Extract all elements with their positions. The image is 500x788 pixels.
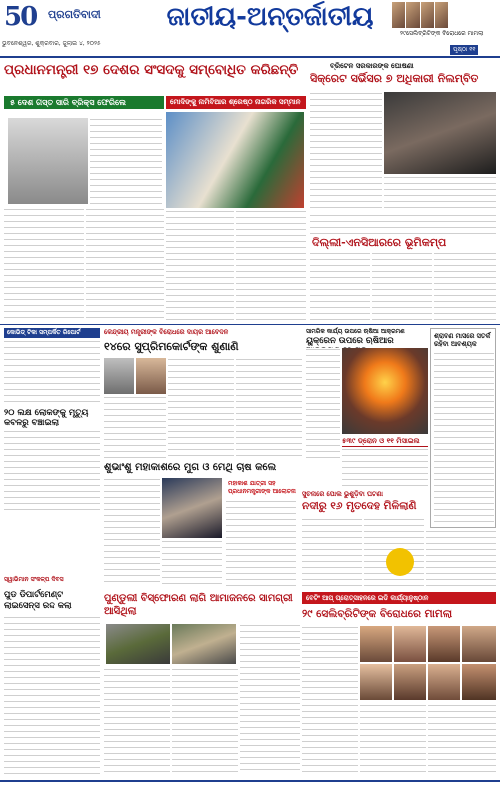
promo-thumbnails — [392, 2, 448, 28]
bottom-body-col1 — [104, 668, 170, 774]
celeb-banner: ବେଟିଂ ଆପ୍ ପ୍ରୋତ୍ସାହନରେ ଇଡି କାର୍ଯ୍ୟାନୁଷ୍ଠାନ — [302, 592, 496, 604]
celeb-headline: ୨୯ ସେଲିବ୍ରିଟିଙ୍କ ବିରୋଧରେ ମାମଲା — [302, 608, 453, 620]
quake-body-col2 — [372, 252, 432, 320]
mid-body-col1 — [104, 478, 160, 586]
celeb-body-col1 — [302, 626, 358, 774]
minister-photo — [136, 358, 166, 394]
mid-body-col3 — [162, 540, 222, 586]
quake-body-col1 — [310, 252, 370, 320]
astronaut-photo — [162, 478, 222, 538]
blast-site-photo — [172, 624, 236, 664]
mid-right-body-col1 — [302, 518, 362, 588]
celeb-photo-3 — [428, 626, 460, 662]
sc-body-col1 — [168, 358, 234, 458]
paper-name: ପ୍ରଗତିବାଦୀ — [48, 8, 101, 21]
right-body-col3 — [310, 214, 496, 234]
right-col-headline: ଶ୍ରାବଣ ମାସରେ ସତର୍କ ରହିବା ଆବଶ୍ୟକ — [434, 332, 491, 348]
amazon-package-photo — [106, 624, 170, 664]
fire-banner: ୫୩୯ ଡ୍ରୋନ ଓ ୧୧ ମିସାଇଲ — [342, 436, 428, 447]
section-title: ଜାତୀୟ-ଅନ୍ତର୍ଜାତୀୟ — [166, 2, 374, 32]
sc-kicker: କେନ୍ଦ୍ରୀୟ ମନ୍ତ୍ରୀଙ୍କ ବିରୋଧରେ ଦାୟର ଆବେଦନ — [104, 328, 229, 336]
right-body-col1 — [310, 92, 382, 212]
logo — [4, 2, 46, 38]
celeb-photo-6 — [394, 664, 426, 700]
promo-thumb — [421, 2, 434, 28]
fire-photo — [342, 348, 428, 434]
celeb-photo-8 — [462, 664, 496, 700]
mid-headline: ଶୁଭାଂଶୁ ମହାକାଶରେ ମୁଗ ଓ ମେଥି ଚାଷ କଲେ — [104, 462, 277, 473]
lead-body-col4 — [166, 210, 234, 320]
section-rule — [0, 324, 500, 325]
celeb-photo-4 — [462, 626, 496, 662]
celeb-photo-1 — [360, 626, 392, 662]
fire-headline: ୟୁକ୍ରେନ ଉପରେ ଋଷିଆର — [306, 336, 394, 346]
dateline: ଭୁବନେଶ୍ୱର, ଶୁକ୍ରବାର, ଜୁଲାଇ ୪, ୨୦୨୫ — [2, 40, 101, 47]
supreme-court-photo — [104, 358, 134, 394]
lead-body-col5 — [236, 210, 306, 320]
lead-body-col2 — [4, 208, 84, 320]
mid-kicker: ସୁଚନାରେ ପୋଲ ଭୁଶୁଡ଼ିବା ଘଟଣା — [302, 490, 383, 498]
left-small-kicker: କୋଭିଡ୍ ଟିକା ସମ୍ପର୍କିତ ରିପୋର୍ଟ — [4, 328, 100, 338]
right-col-body — [434, 352, 494, 522]
sc-body-col2 — [104, 396, 166, 458]
celeb-photo-2 — [394, 626, 426, 662]
left-bottom-headline: ପୁଡ ଡିପାର୍ଟମେଣ୍ଟ ଲାଇସେନ୍ସ ରଦ୍ଦ କଲା — [4, 590, 72, 611]
left-bottom-body — [4, 616, 100, 774]
lead-body-col1 — [90, 118, 162, 204]
mid-body-col2 — [226, 500, 296, 586]
celeb-photo-5 — [360, 664, 392, 700]
celeb-photo-7 — [428, 664, 460, 700]
promo-thumb — [435, 2, 448, 28]
mid-right-body-col3 — [426, 530, 496, 588]
bottom-headline: ପୁଣ୍ଡୁଲୀ ବିସ୍ଫୋରଣ ଲାଗି ଆମାଜନରେ ସାମଗ୍ରୀ ଆସିଥିଲା — [104, 593, 293, 617]
quake-body-col3 — [434, 252, 496, 320]
mid-sub-kicker: ମହାକାଶ ଯାତ୍ରୀ ସହ ପ୍ରଧାନମନ୍ତ୍ରୀଙ୍କ ଆଲୋଚନା — [228, 480, 296, 495]
modi-portrait-photo — [8, 118, 88, 204]
celeb-body-col2 — [360, 704, 426, 774]
celeb-body-col3 — [428, 704, 496, 774]
right-headline: ସିକ୍ରେଟ ସର୍ଭିସର ୭ ଅଧିକାରୀ ନିଲମ୍ବିତ — [310, 72, 479, 85]
right-second-headline: ଦିଲ୍ଲୀ-ଏନସିଆରରେ ଭୂମିକମ୍ପ — [312, 236, 447, 249]
mid-right-headline: ନଦୀରୁ ୧୬ ମୃତଦେହ ମିଳିଲାଣି — [302, 500, 417, 512]
right-kicker: ବ୍ରିଟେନ ସରକାରଙ୍କ ଘୋଷଣା — [330, 62, 414, 70]
secret-service-photo — [384, 92, 496, 174]
left-small-body — [4, 340, 100, 406]
sc-body-col3 — [236, 358, 302, 458]
logo-number: 50 — [4, 2, 37, 32]
bottom-body-col2 — [172, 668, 238, 774]
promo-thumb — [406, 2, 419, 28]
footer-rule — [0, 780, 500, 782]
award-ceremony-photo — [166, 112, 304, 208]
deaths-count-badge — [386, 548, 414, 576]
lead-photo-caption: ମୋଦିଙ୍କୁ ନାମିବିଆର ଶ୍ରେଷ୍ଠ ନାଗରିକ ସମ୍ମାନ — [166, 96, 306, 109]
left-bottom-kicker: ସ୍ୱାଭିମାନ ସଂକଳ୍ପ ଦିବସ — [4, 576, 64, 583]
lead-headline: ପ୍ରଧାନମନ୍ତ୍ରୀ ୧୭ ଦେଶର ସଂସଦକୁ ସମ୍ବୋଧିତ କରିଛନ୍ତି — [4, 62, 299, 78]
page-number: ପୃଷ୍ଠା ୧୧ — [450, 45, 478, 55]
promo-thumb — [392, 2, 405, 28]
fire-body-col1 — [306, 348, 340, 458]
masthead — [0, 0, 500, 58]
sc-headline: ୧୪ରେ ସୁପ୍ରିମକୋର୍ଟଙ୍କ ଶୁଣାଣି — [104, 340, 239, 353]
fire-body-col2 — [342, 448, 428, 488]
lead-banner: ୫ ଦେଶ ଗସ୍ତ ସାରି ବ୍ରିକ୍ସ ଫେରିଲେ — [4, 96, 164, 109]
promo-text: ୨୯ସେଲିବ୍ରିଟିଙ୍କ ବିରୋଧରେ ମାମଲା — [400, 30, 484, 37]
left-small-headline: ୨୦ ଲକ୍ଷ ଲୋକଙ୍କୁ ମୃତ୍ୟୁ କବଳରୁ ବଞ୍ଚାଇଲା — [4, 408, 89, 428]
lead-body-col3 — [86, 208, 164, 320]
left-small-body2 — [4, 430, 100, 510]
right-body-col2 — [384, 176, 496, 212]
fire-kicker: ସାମରିକ କାର୍ଯ୍ୟ ଉପରେ ଋଷିଆ ଆକ୍ରମଣ — [306, 328, 405, 335]
bottom-body-col3 — [240, 624, 300, 774]
